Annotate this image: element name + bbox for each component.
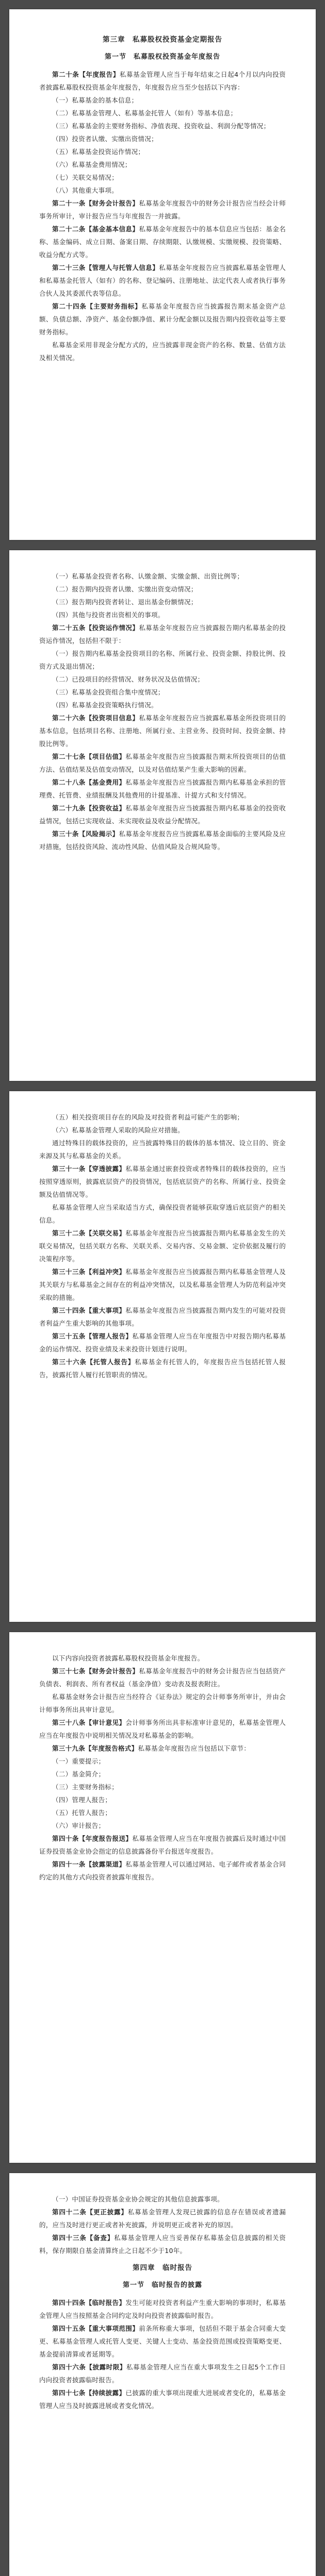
paragraph	[39, 1304, 286, 1330]
article-lead: 第三十八条【审计意见】	[52, 1719, 126, 1726]
paragraph-text: 私募基金管理人应当在年度报告中对报告期内私募基金的运作情况、投资业绩及未来投资计划进行说明。	[39, 1332, 286, 1353]
paragraph	[39, 647, 286, 673]
paragraph	[39, 596, 286, 608]
article-lead: 第四十二条【更正披露】	[52, 2208, 128, 2216]
paragraph	[39, 1265, 286, 1304]
paragraph-text: 私募基金年度报告应当包括以下章节：	[138, 1744, 251, 1752]
paragraph	[39, 1832, 286, 1858]
paragraph	[39, 1781, 286, 1793]
paragraph	[39, 2206, 286, 2231]
paragraph	[39, 1330, 286, 1355]
paragraph-text: 私募基金年度报告应当披露报告期内私募基金承担的管理费、托管费、业绩报酬及其他费用的计提基准、计提方式和支付情况。	[39, 778, 286, 799]
paragraph	[39, 1793, 286, 1806]
paragraph-text: （一）中国证券投资基金业协会规定的其他信息披露事项。	[52, 2195, 224, 2203]
paragraph-text: （六）审计报告；	[52, 1822, 105, 1829]
article-lead: 第二十六条【投资项目信息】	[52, 714, 139, 722]
paragraph-text: 以下内容向投资者披露私募股权投资基金年度报告。	[52, 1654, 204, 1662]
paragraph-text: 私募基金年度报告应当披露报告期内私募基金发生的关联交易情况，包括关联方名称、关联关系、交易内容、交易金额、定价依据及履行的决策程序等。	[39, 1229, 286, 1263]
paragraph	[39, 750, 286, 776]
paragraph-text: （三）主要财务指标；	[52, 1783, 119, 1791]
paragraph	[39, 711, 286, 750]
paragraph-text: 私募基金年度报告中的财务会计报告应当包括资产负债表、利润表、所有者权益（基金净值）变动表及报表附注。	[39, 1667, 286, 1688]
article-lead: 第二十条【年度报告】	[52, 71, 120, 78]
article-lead: 第二十五条【投资运作情况】	[52, 624, 139, 632]
article-lead: 第四十一条【披露渠道】	[52, 1860, 126, 1868]
paragraph	[39, 583, 286, 596]
paragraph-text: （三）报告期内投资者转让、退出基金份额情况；	[52, 598, 198, 606]
paragraph	[39, 802, 286, 827]
paragraph-text: 私募基金年度报告应当披露私募基金面临的主要风险及应对措施，包括投资风险、流动性风险、估值风险及合规风险等。	[39, 830, 286, 851]
paragraph-text: 私募基金有托管人的，年度报告应当包括托管人报告，披露托管人履行托管职责的情况。	[39, 1358, 286, 1379]
paragraph	[39, 2193, 286, 2206]
article-lead: 第二十三条【管理人与托管人信息】	[52, 264, 159, 272]
paragraph-text: （五）托管人报告；	[52, 1809, 112, 1817]
document-page	[9, 9, 316, 540]
paragraph-text: （四）投资者认缴、实缴出资情况；	[52, 135, 158, 143]
paragraph-text: 私募基金年度报告应当披露报告期内私募基金的投资运作情况，包括但不限于：	[39, 624, 286, 645]
article-lead: 第三十七条【财务会计报告】	[52, 1667, 139, 1675]
document-page	[9, 1091, 316, 1622]
document-page	[9, 550, 316, 1081]
article-lead: 第三十五条【管理人报告】	[52, 1332, 133, 1340]
paragraph	[39, 261, 286, 300]
paragraph-text: （一）私募基金的基本信息；	[52, 96, 138, 104]
paragraph	[39, 1162, 286, 1201]
paragraph-text: （一）重要提示；	[52, 1757, 105, 1765]
paragraph-text: （五）相关投资项目存在的风险及对投资者利益可能产生的影响；	[52, 1113, 244, 1121]
paragraph	[39, 1819, 286, 1832]
paragraph-text: （四）私募基金投资策略执行情况。	[52, 701, 158, 709]
paragraph-text: （八）其他重大事项。	[52, 187, 119, 194]
paragraph	[39, 171, 286, 184]
paragraph	[39, 570, 286, 583]
paragraph-text: （六）私募基金管理人采取的风险应对措施。	[52, 1126, 185, 1134]
document-page	[9, 2173, 316, 2576]
paragraph-text: 私募基金年度报告应当披露私募基金管理人和私募基金托管人（如有）的名称、登记编码、注册地址、法定代表人或者执行事务合伙人及其委派代表等信息。	[39, 264, 286, 297]
paragraph-text: 已披露的重大事项出现重大进展或者变化的，私募基金管理人应当及时披露进展或者变化情况。	[39, 2389, 286, 2410]
article-lead: 第二十七条【项目估值】	[52, 753, 126, 760]
paragraph	[39, 1124, 286, 1137]
paragraph-text: 前条所称重大事项，包括但不限于基金合同重大变更、私募基金管理人或托管人变更、关键人士变动、基金投资范围或投资策略变更、基金提前清算或者延期等。	[39, 2325, 286, 2358]
article-lead: 第二十一条【财务会计报告】	[52, 199, 139, 207]
paragraph	[39, 1768, 286, 1781]
paragraph	[39, 184, 286, 197]
paragraph	[39, 673, 286, 686]
paragraph-text: 私募基金年度报告应当披露报告期内私募基金的投资收益情况，包括已实现收益、未实现收益及收益分配情况。	[39, 804, 286, 825]
paragraph-text: 私募基金年度报告中的财务会计报告应当经会计师事务所审计，审计报告应当与年度报告一并披露。	[39, 199, 286, 220]
article-lead: 第二十八条【基金费用】	[52, 778, 126, 786]
paragraph	[39, 1665, 286, 1690]
paragraph-text: （七）关联交易情况；	[52, 174, 119, 181]
paragraph-text: （二）已投项目的经营情况、财务状况及估值情况；	[52, 675, 204, 683]
article-lead: 第四十四条【临时报告】	[52, 2299, 126, 2307]
paragraph	[39, 1652, 286, 1665]
paragraph-text: （一）报告期内私募基金投资项目的名称、所属行业、投资金额、持股比例、投资方式及退出情况；	[39, 650, 286, 670]
paragraph-text: 私募基金管理人应当在年度报告披露后及时通过中国证券投资基金业协会指定的信息披露备份平台报送年度报告。	[39, 1835, 286, 1855]
paragraph	[39, 300, 286, 338]
article-lead: 第三十四条【重大事项】	[52, 1307, 126, 1314]
paragraph	[39, 1690, 286, 1716]
chapter-heading: 第三章 私募股权投资基金定期报告	[103, 36, 222, 44]
paragraph	[39, 145, 286, 158]
paragraph-text: 私募基金通过嵌套投资或者特殊目的载体投资的，应当按照穿透原则，披露底层资产的投资情况，包括底层资产的名称、所属行业、投资金额及估值情况等。	[39, 1165, 286, 1198]
paragraph	[39, 1858, 286, 1884]
paragraph	[39, 1755, 286, 1768]
paragraph	[39, 608, 286, 621]
article-lead: 第四十六条【披露时限】	[52, 2363, 126, 2371]
article-lead: 第四十三条【备查】	[52, 2234, 115, 2242]
paragraph	[39, 1742, 286, 1755]
article-lead: 第三十九条【年度报告格式】	[52, 1744, 138, 1752]
paragraph-text: 通过特殊目的载体投资的，应当披露特殊目的载体的基本情况、设立目的、资金来源及其与私募基金的关系。	[39, 1139, 286, 1160]
paragraph-text: （四）其他与投资者出资相关的事项。	[52, 611, 165, 619]
article-lead: 第三十一条【穿透披露】	[52, 1165, 126, 1173]
paragraph	[39, 1137, 286, 1162]
paragraph	[39, 1716, 286, 1742]
article-lead: 第三十二条【关联交易】	[52, 1229, 126, 1237]
paragraph-text: （二）私募基金管理人、私募基金托管人（如有）等基本信息；	[52, 109, 237, 117]
paragraph	[39, 338, 286, 364]
paragraph-text: 私募基金管理人应当采取适当方式，确保投资者能够获取穿透后底层资产的相关信息。	[39, 1204, 286, 1224]
paragraph-text: （四）管理人报告；	[52, 1796, 112, 1804]
paragraph	[39, 197, 286, 223]
paragraph-text: 私募基金年度报告中的基本信息应当包括：基金名称、基金编码、成立日期、备案日期、存续期限、认缴规模、实缴规模、投资策略、收益分配方式等。	[39, 225, 286, 259]
paragraph-text: 发生可能对投资者利益产生重大影响的事项时，私募基金管理人应当按照基金合同约定及时向投资者披露临时报告。	[39, 2299, 286, 2319]
paragraph	[39, 2386, 286, 2412]
paragraph-text: 私募基金管理人应当于每年结束之日起4个月以内向投资者披露私募股权投资基金年度报告，年度报告应当至少包括以下内容：	[39, 71, 286, 91]
paragraph-text: （五）私募基金投资运作情况；	[52, 148, 145, 156]
paragraph	[39, 68, 286, 94]
paragraph	[39, 827, 286, 853]
paragraph-text: 私募基金管理人应当在重大事项发生之日起5个工作日内向投资者披露临时报告。	[39, 2363, 286, 2384]
article-lead: 第二十九条【投资收益】	[52, 804, 126, 812]
paragraph-text: （三）私募基金的主要财务指标、净值表现、投资收益、利润分配等情况；	[52, 122, 270, 130]
article-lead: 第二十四条【主要财务指标】	[52, 302, 142, 310]
paragraph	[39, 1111, 286, 1124]
paragraph	[39, 1355, 286, 1381]
article-lead: 第三十六条【托管人报告】	[52, 1358, 135, 1366]
paragraph	[39, 223, 286, 261]
article-lead: 第四十五条【重大事项范围】	[52, 2325, 139, 2332]
paragraph-text: （二）基金简介；	[52, 1770, 105, 1778]
paragraph-text: 私募基金采用非现金分配方式的，应当披露非现金资产的名称、数量、估值方法及相关情况。	[39, 341, 286, 362]
paragraph-text: （一）私募基金投资者名称、认缴金额、实缴金额、出资比例等；	[52, 572, 244, 580]
paragraph	[39, 1806, 286, 1819]
paragraph-text: 私募基金年度报告应当披露报告期内发生的可能对投资者利益产生重大影响的其他事项。	[39, 1307, 286, 1327]
paragraph	[39, 686, 286, 699]
paragraph-text: 会计师事务所出具非标准审计意见的，私募基金管理人应当在年度报告中说明相关情况及对私募基金的影响。	[39, 1719, 286, 1739]
paragraph	[39, 2361, 286, 2386]
paragraph	[39, 94, 286, 107]
paragraph-text: （二）报告期内投资者认缴、实缴出资变动情况；	[52, 585, 198, 593]
paragraph	[39, 132, 286, 145]
document-page	[9, 1632, 316, 2163]
paragraph	[39, 2231, 286, 2257]
paragraph-text: （三）私募基金投资组合集中度情况；	[52, 688, 165, 696]
paragraph-text: 私募基金管理人应当妥善保存私募基金信息披露的相关资料，保存期限自基金清算终止之日起不少于10年。	[39, 2234, 286, 2255]
paragraph-text: 私募基金年度报告应当披露报告期末基金资产总额、负债总额、净资产、基金份额净值、累计分配金额以及报告期内投资收益等主要财务指标。	[39, 302, 286, 336]
article-lead: 第四十七条【持续披露】	[52, 2389, 126, 2397]
chapter-heading: 第四章 临时报告	[133, 2264, 192, 2272]
paragraph-text: 私募基金管理人发现已披露的信息存在错误或者遗漏的，应当及时进行更正或者补充披露，并说明更正或者补充的原因。	[39, 2208, 286, 2229]
paragraph	[39, 158, 286, 171]
paragraph-text: 私募基金年度报告应当披露报告期内私募基金管理人及其关联方与私募基金之间存在的利益冲突情况，以及私募基金管理人为防范利益冲突采取的措施。	[39, 1268, 286, 1301]
paragraph	[39, 776, 286, 802]
article-lead: 第二十二条【基金基本信息】	[52, 225, 139, 233]
section-heading: 第一节 临时报告的披露	[122, 2281, 202, 2289]
article-lead: 第三十条【风险揭示】	[52, 830, 119, 838]
paragraph	[39, 1227, 286, 1265]
paragraph-text: 私募基金管理人可以通过网站、电子邮件或者基金合同约定的其他方式向投资者披露年度报告。	[39, 1860, 286, 1881]
paragraph	[39, 120, 286, 132]
paragraph-text: 私募基金财务会计报告应当经符合《证券法》规定的会计师事务所审计，并由会计师事务所出具审计意见。	[39, 1693, 286, 1714]
paragraph	[39, 107, 286, 120]
paragraph	[39, 621, 286, 647]
paragraph	[39, 2322, 286, 2361]
section-heading: 第一节 私募股权投资基金年度报告	[104, 53, 220, 61]
article-lead: 第四十条【年度报告报送】	[52, 1835, 133, 1842]
paragraph	[39, 1201, 286, 1227]
paragraph	[39, 699, 286, 711]
paragraph-text: 私募基金年度报告应当披露报告期末所投资项目的估值方法、估值结果及估值变动情况，以及对估值结果产生重大影响的因素。	[39, 753, 286, 773]
paragraph	[39, 2296, 286, 2322]
paragraph-text: 私募基金年度报告应当披露私募基金所投资项目的基本信息，包括项目名称、注册地、所属行业、主营业务、投资时间、投资金额、持股比例等。	[39, 714, 286, 748]
paragraph-text: （六）私募基金费用情况；	[52, 161, 132, 168]
article-lead: 第三十三条【利益冲突】	[52, 1268, 126, 1276]
